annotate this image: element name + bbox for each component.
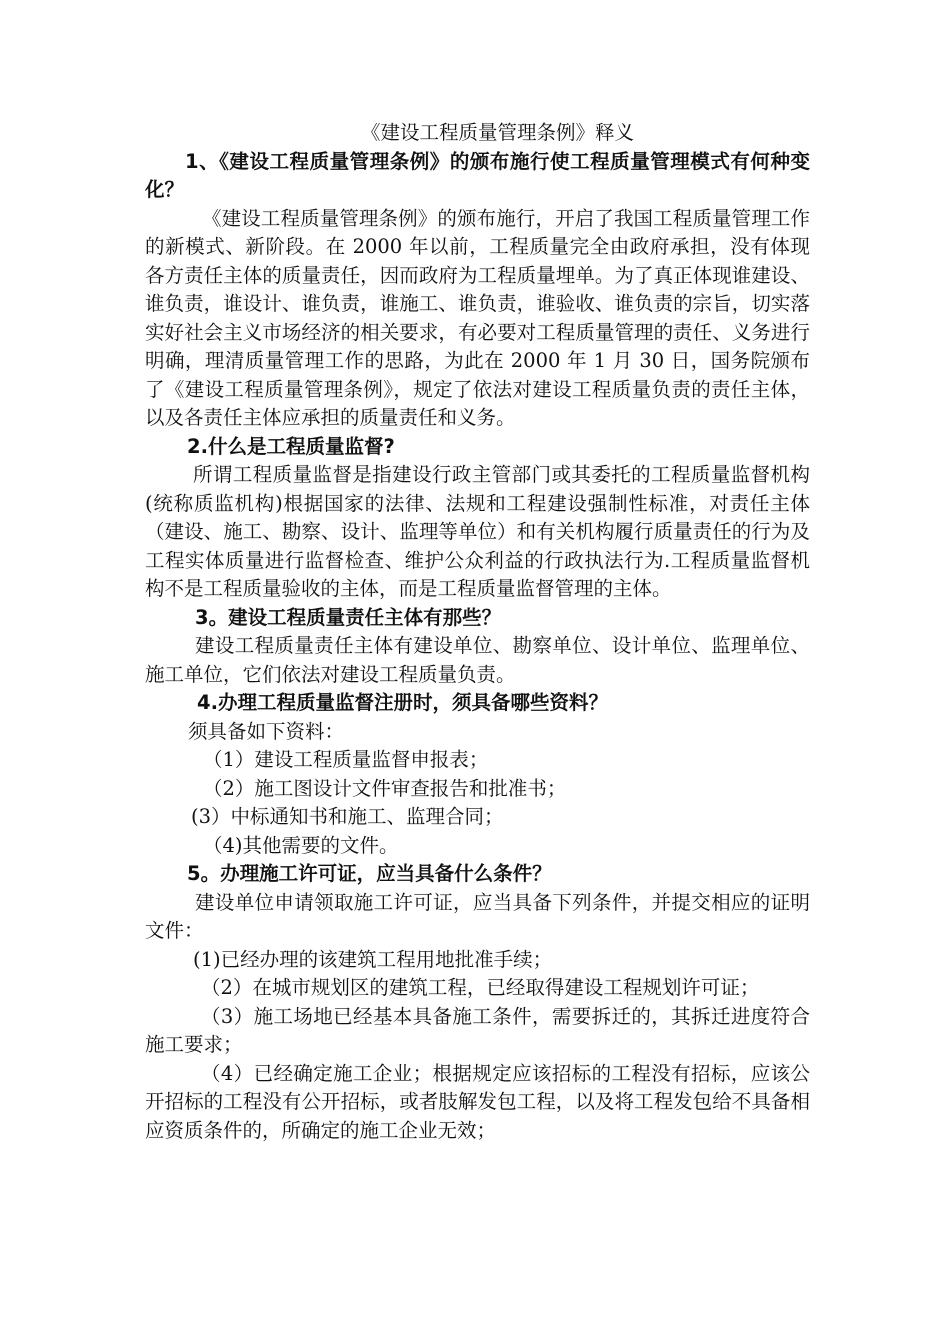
question-4-heading: 4.办理工程质量监督注册时，须具备哪些资料？ <box>197 691 608 714</box>
answer-1-paragraph: 《建设工程质量管理条例》的颁布施行，开启了我国工程质量管理工作的新模式、新阶段。在 2000 年以前，工程质量完全由政府承担，没有体现各方责任主体的质量责任，因而政府为工程质量埋单。为了真正体现谁建设、谁负责，谁设计、谁负责，谁施工、谁负责，谁验收、谁负责的宗旨，切实落实好社会主义市场经济的相关要求，有必要对工程质量管理的责任、义务进行明确，理清质量管理工作的思路，为此在 2000 年 1 月 30 日，国务院颁布了《建设工程质量管理条例》，规定了依法对建设工程质量负责的责任主体，以及各责任主体应承担的质量责任和义务。 <box>145 206 810 429</box>
question-5-heading: 5。办理施工许可证，应当具备什么条件？ <box>187 862 552 885</box>
answer-3-paragraph: 建设工程质量责任主体有建设单位、勘察单位、设计单位、监理单位、施工单位，它们依法对建设工程质量负责。 <box>145 634 810 686</box>
answer-4-intro: 须具备如下资料： <box>188 719 345 743</box>
list-item: （3）施工场地已经基本具备施工条件，需要拆迁的，其拆迁进度符合施工要求； <box>145 1004 810 1056</box>
question-2-heading: 2.什么是工程质量监督? <box>187 434 395 458</box>
document-title: 《建设工程质量管理条例》释义 <box>360 121 634 144</box>
answer-5-intro: 建设单位申请领取施工许可证，应当具备下列条件，并提交相应的证明文件： <box>145 890 810 942</box>
question-3-heading: 3。建设工程质量责任主体有那些？ <box>195 605 502 629</box>
list-item: (1)已经办理的该建筑工程用地批准手续； <box>193 947 553 971</box>
list-item: （2）施工图设计文件审查报告和批准书； <box>203 776 567 800</box>
answer-2-paragraph: 所谓工程质量监督是指建设行政主管部门或其委托的工程质量监督机构(统称质监机构)根据国家的法律、法规和工程建设强制性标准，对责任主体（建设、施工、勘察、设计、监理等单位）和有关机构履行质量责任的行为及工程实体质量进行监督检查、维护公众利益的行政执法行为.工程质量监督机构不是工程质量验收的主体，而是工程质量监督管理的主体。 <box>145 463 810 600</box>
list-item: （4）已经确定施工企业；根据规定应该招标的工程没有招标，应该公开招标的工程没有公开招标，或者肢解发包工程，以及将工程发包给不具备相应资质条件的，所确定的施工企业无效； <box>145 1061 810 1142</box>
list-item: （4)其他需要的文件。 <box>203 833 399 857</box>
list-item: （2）在城市规划区的建筑工程，已经取得建设工程规划许可证； <box>201 976 760 999</box>
list-item: （1）建设工程质量监督申报表； <box>203 748 489 771</box>
list-item: (3）中标通知书和施工、监理合同； <box>191 805 504 828</box>
question-1-heading: 1、《建设工程质量管理条例》的颁布施行使工程质量管理模式有何种变化？ <box>145 149 810 201</box>
document-body <box>145 119 810 1145</box>
